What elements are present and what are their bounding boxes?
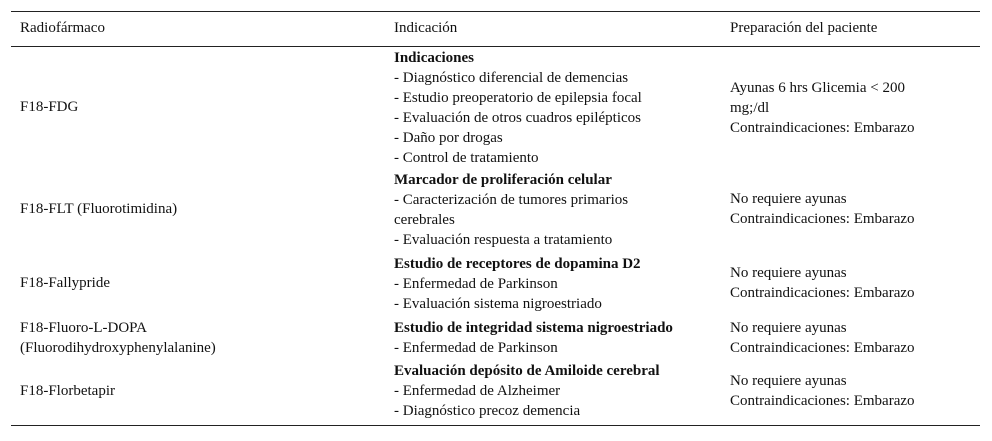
preparation-text: Contraindicaciones: Embarazo <box>730 211 915 227</box>
agent-name: (Fluorodihydroxyphenylalanine) <box>20 340 216 356</box>
indication-title: Indicaciones <box>394 50 475 66</box>
row-preparation <box>730 371 960 411</box>
table-bottom-rule <box>11 425 980 426</box>
row-indication <box>394 48 714 168</box>
table-header <box>11 11 980 47</box>
row-indication <box>394 170 654 250</box>
preparation-text: Contraindicaciones: Embarazo <box>730 285 915 301</box>
table-row <box>11 169 980 253</box>
indication-title: Evaluación depósito de Amiloide cerebral <box>394 363 660 379</box>
row-preparation <box>730 318 960 358</box>
row-agent <box>20 97 380 117</box>
header-preparacion: Preparación del paciente <box>730 20 878 36</box>
indication-item: - Enfermedad de Parkinson <box>394 340 558 356</box>
table-row <box>11 317 980 361</box>
table-row <box>11 361 980 425</box>
indication-item: - Evaluación respuesta a tratamiento <box>394 232 613 248</box>
indication-item: - Caracterización de tumores primarios cerebrales <box>394 192 629 228</box>
row-indication <box>394 361 714 421</box>
preparation-text: Contraindicaciones: Embarazo <box>730 120 915 136</box>
radiopharmaceutical-table <box>11 11 980 425</box>
preparation-text: No requiere ayunas <box>730 265 847 281</box>
agent-name: F18-Florbetapir <box>20 383 115 399</box>
indication-item: - Evaluación de otros cuadros epilépticos <box>394 110 642 126</box>
agent-name: F18-Fluoro-L-DOPA <box>20 320 147 336</box>
indication-item: - Enfermedad de Parkinson <box>394 276 558 292</box>
preparation-text: No requiere ayunas <box>730 320 847 336</box>
row-indication <box>394 318 714 358</box>
preparation-text: No requiere ayunas <box>730 373 847 389</box>
indication-item: - Control de tratamiento <box>394 150 539 166</box>
row-preparation <box>730 78 945 138</box>
row-agent <box>20 318 380 358</box>
agent-name: F18-FDG <box>20 99 79 115</box>
indication-item: - Estudio preoperatorio de epilepsia focal <box>394 90 642 106</box>
header-indicacion: Indicación <box>394 20 458 36</box>
preparation-text: Contraindicaciones: Embarazo <box>730 340 915 356</box>
row-agent <box>20 381 380 401</box>
row-agent <box>20 199 380 219</box>
row-agent <box>20 273 380 293</box>
table-row <box>11 253 980 317</box>
indication-title: Marcador de proliferación celular <box>394 172 612 188</box>
preparation-text: Ayunas 6 hrs Glicemia < 200 mg;/dl <box>730 80 905 116</box>
row-indication <box>394 254 714 314</box>
indication-title: Estudio de integridad sistema nigroestriado <box>394 320 673 336</box>
row-preparation <box>730 189 960 229</box>
table-row <box>11 47 980 169</box>
agent-name: F18-FLT (Fluorotimidina) <box>20 201 178 217</box>
indication-item: - Diagnóstico precoz demencia <box>394 403 581 419</box>
indication-item: - Daño por drogas <box>394 130 503 146</box>
preparation-text: No requiere ayunas <box>730 191 847 207</box>
header-radiofarmaco: Radiofármaco <box>20 20 105 36</box>
agent-name: F18-Fallypride <box>20 275 110 291</box>
row-preparation <box>730 263 960 303</box>
indication-item: - Diagnóstico diferencial de demencias <box>394 70 629 86</box>
indication-title: Estudio de receptores de dopamina D2 <box>394 256 641 272</box>
indication-item: - Enfermedad de Alzheimer <box>394 383 561 399</box>
preparation-text: Contraindicaciones: Embarazo <box>730 393 915 409</box>
indication-item: - Evaluación sistema nigroestriado <box>394 296 602 312</box>
